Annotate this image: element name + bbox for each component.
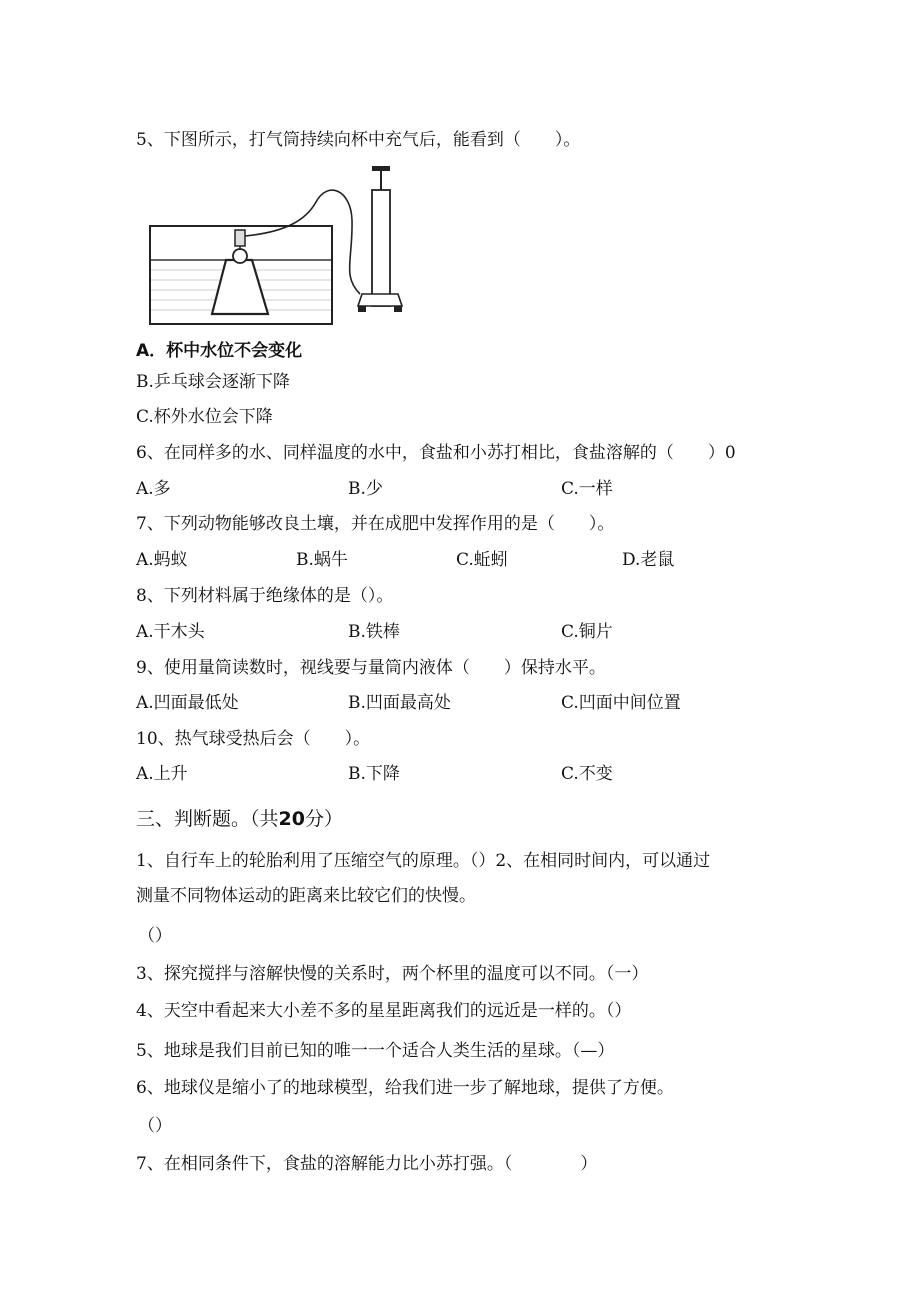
q5-option-c: C.杯外水位会下降	[136, 407, 273, 427]
pump-base	[358, 294, 402, 306]
q8-option-a: A.干木头	[136, 622, 205, 642]
q8-stem: 8、下列材料属于绝缘体的是（）。	[136, 586, 394, 606]
air-hose	[245, 190, 360, 294]
pump-cylinder	[372, 190, 390, 306]
q6-option-b: B.少	[348, 479, 383, 499]
q10-option-b: B.下降	[348, 764, 400, 784]
q9-stem: 9、使用量筒读数时，视线要与量筒内液体（ ）保持水平。	[136, 658, 606, 678]
judge-6-paren: （）	[138, 1116, 172, 1136]
q5-stem: 5、下图所示，打气筒持续向杯中充气后，能看到（ ）。	[136, 130, 581, 150]
section-3-title-suffix: 分）	[304, 808, 343, 830]
judge-2-continued: 测量不同物体运动的距离来比较它们的快慢。	[136, 886, 476, 906]
q6-option-c: C.一样	[561, 479, 613, 499]
q10-option-a: A.上升	[136, 764, 188, 784]
nozzle-clamp	[235, 230, 245, 246]
q7-option-c: C.蚯蚓	[456, 550, 508, 570]
judge-6: 6、地球仪是缩小了的地球模型，给我们进一步了解地球，提供了方便。	[136, 1078, 674, 1098]
section-3-title	[136, 806, 343, 832]
q10-stem: 10、热气球受热后会（ ）。	[136, 729, 371, 749]
q8-option-c: C.铜片	[561, 622, 613, 642]
q8-option-b: B.铁棒	[348, 622, 400, 642]
judge-2-paren: （）	[138, 926, 172, 946]
q5-option-b: B.乒乓球会逐渐下降	[136, 372, 290, 392]
section-3-title-prefix: 三、判断题。（共	[136, 808, 279, 830]
section-3-score: 20	[278, 808, 305, 830]
q7-stem: 7、下列动物能够改良土壤，并在成肥中发挥作用的是（ ）。	[136, 514, 615, 534]
q7-option-b: B.蜗牛	[296, 550, 348, 570]
judge-5: 5、地球是我们目前已知的唯一一个适合人类生活的星球。（—）	[136, 1041, 615, 1061]
judge-4: 4、天空中看起来大小差不多的星星距离我们的远近是一样的。（）	[136, 1001, 632, 1021]
q7-option-d: D.老鼠	[622, 550, 675, 570]
judge-7: 7、在相同条件下，食盐的溶解能力比小苏打强。（ ）	[136, 1154, 598, 1174]
inverted-cup	[212, 260, 268, 314]
q9-option-b: B.凹面最高处	[348, 693, 451, 713]
pump-handle	[372, 166, 390, 171]
judge-1: 1、自行车上的轮胎利用了压缩空气的原理。（）2、在相同时间内，可以通过	[136, 851, 711, 871]
q9-option-a: A.凹面最低处	[136, 693, 239, 713]
q7-option-a: A.蚂蚁	[136, 550, 188, 570]
judge-3: 3、探究搅拌与溶解快慢的关系时，两个杯里的温度可以不同。（一）	[136, 964, 649, 984]
ping-pong-ball	[233, 249, 247, 263]
pump-experiment-figure	[146, 160, 406, 330]
q6-stem: 6、在同样多的水、同样温度的水中，食盐和小苏打相比，食盐溶解的（ ）0	[136, 443, 736, 463]
q9-option-c: C.凹面中间位置	[561, 693, 681, 713]
q6-option-a: A.多	[136, 479, 171, 499]
q10-option-c: C.不变	[561, 764, 613, 784]
q5-option-a: A．杯中水位不会变化	[136, 341, 303, 361]
